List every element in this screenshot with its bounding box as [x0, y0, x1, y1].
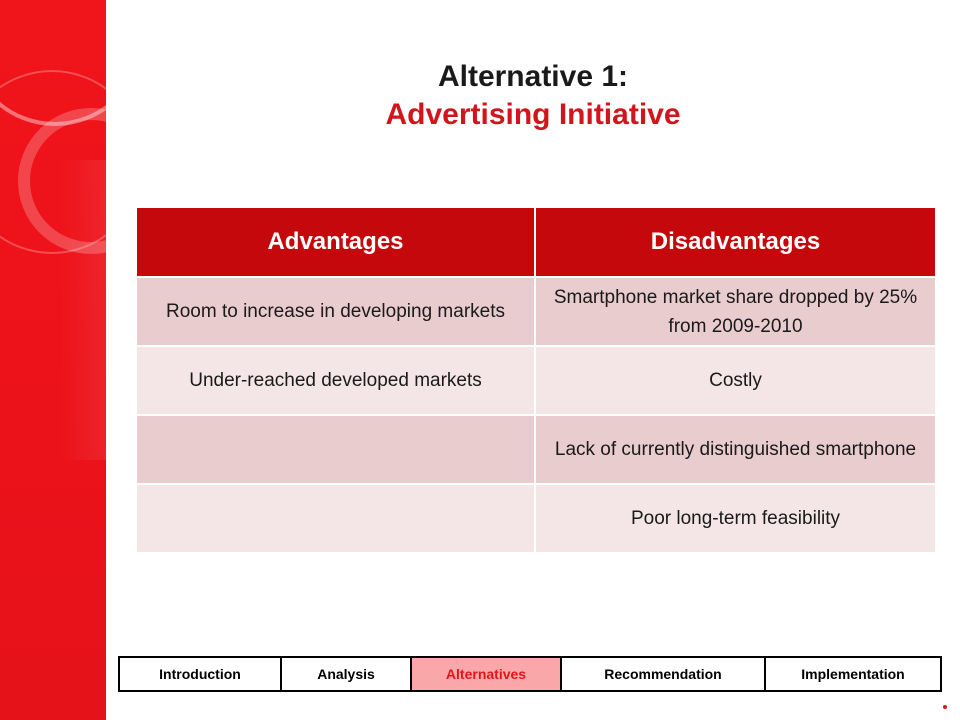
- column-header-disadvantages: Disadvantages: [535, 208, 935, 277]
- table-row: [137, 415, 935, 484]
- table-cell: [137, 415, 535, 484]
- nav-item-introduction[interactable]: Introduction: [120, 658, 282, 690]
- nav-item-analysis[interactable]: Analysis: [282, 658, 412, 690]
- table-cell: [137, 484, 535, 552]
- decorative-sidebar: [0, 0, 106, 720]
- slide-title-line1: Alternative 1:: [437, 60, 629, 93]
- decorative-dot: [943, 705, 947, 709]
- nav-item-implementation[interactable]: Implementation: [801, 666, 905, 682]
- decorative-streak: [60, 160, 106, 460]
- table-row: [137, 346, 935, 415]
- table-cell: Lack of currently distinguished smartphone: [535, 415, 935, 484]
- advantages-disadvantages-table: [137, 208, 935, 552]
- table-header-row: [137, 208, 935, 277]
- table-row: [137, 484, 935, 552]
- table-cell: Poor long-term feasibility: [535, 484, 935, 552]
- slide-title: [106, 58, 960, 134]
- table-cell: Smartphone market share dropped by 25% from 2009-2010: [535, 277, 935, 346]
- slide-title-line2: Advertising Initiative: [385, 98, 681, 131]
- table-cell: Costly: [535, 346, 935, 415]
- column-header-advantages: Advantages: [137, 208, 535, 277]
- nav-item-recommendation[interactable]: Recommendation: [562, 658, 766, 690]
- table-row: [137, 277, 935, 346]
- nav-item-alternatives[interactable]: Alternatives: [412, 658, 562, 690]
- table-cell: Under-reached developed markets: [137, 346, 535, 415]
- table-cell: Room to increase in developing markets: [137, 277, 535, 346]
- section-navigation-bar: [118, 656, 942, 692]
